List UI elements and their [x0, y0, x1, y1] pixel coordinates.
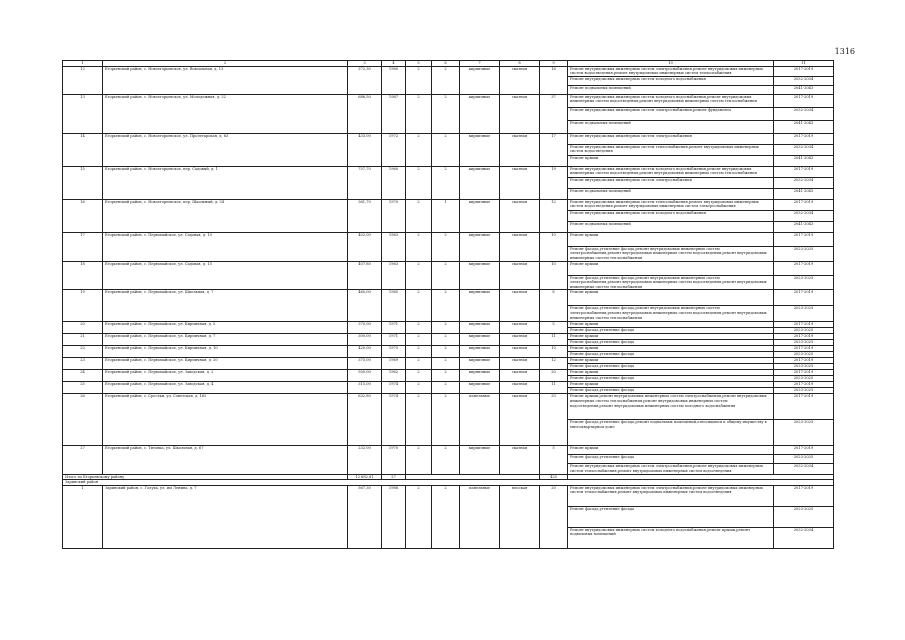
work-period: 2017-2019 — [774, 66, 834, 76]
district-total-label: Итого по Егорьевскому району — [63, 474, 348, 480]
total-area: 433,00 — [348, 133, 382, 166]
work-period: 2017-2019 — [774, 166, 834, 177]
floors-count: 2 — [406, 394, 432, 446]
work-type: Ремонт фасада,утепление фасада — [568, 352, 774, 358]
house-row — [63, 261, 834, 275]
floors-count: 2 — [406, 66, 432, 94]
work-type: Ремонт внутридомовых инженерных систем электроснабжения,ремонт внутридомовых инженерных систем теплоснабжения,ремонт внутридомовых инженерных систем водоотведения — [568, 485, 774, 506]
work-type: Ремонт фасада,утепление фасада — [568, 364, 774, 370]
work-period: 2023-2025 — [774, 455, 834, 464]
house-address: Егорьевский район, с. Первомайское, ул. Кирпичная, д. 10 — [103, 346, 348, 358]
year-built: 1963 — [382, 261, 406, 290]
total-area: 567,30 — [348, 485, 382, 548]
house-address: Егорьевский район, с. Первомайское, ул. Садовая, д. 15 — [103, 261, 348, 290]
total-area: 420,00 — [348, 346, 382, 358]
work-type: Ремонт внутридомовых инженерных систем теплоснабжения,ремонт внутридомовых инженерных систем водоотведения — [568, 144, 774, 155]
entrances-count: 2 — [432, 322, 460, 334]
apartments-count: 11 — [540, 382, 568, 394]
year-built: 1962 — [382, 370, 406, 382]
column-number: 4 — [382, 61, 406, 67]
work-type: Ремонт подвальных помещений — [568, 85, 774, 94]
roof-type: скатная — [500, 232, 540, 261]
row-number: 23 — [63, 358, 103, 370]
house-address: Егорьевский район, с. Первомайское, ул. Кирпичная, д. 7 — [103, 334, 348, 346]
year-built: 1971 — [382, 334, 406, 346]
apartments-count: 10 — [540, 346, 568, 358]
section-title: Заринский район — [63, 480, 834, 486]
row-number: 18 — [63, 261, 103, 290]
house-address: Егорьевский район, с. Первомайское, ул. Школьная, д. 7 — [103, 290, 348, 322]
work-type: Ремонт крыши — [568, 322, 774, 328]
work-period: 2041-2043 — [774, 120, 834, 133]
total-area: 460,00 — [348, 290, 382, 322]
row-number: 1 — [63, 485, 103, 548]
house-address: Егорьевский район, с. Новоегорьевское, ул. Молодежная, д. 22 — [103, 94, 348, 133]
entrances-count: 2 — [432, 290, 460, 322]
total-area: 632,80 — [348, 394, 382, 446]
row-number: 16 — [63, 199, 103, 232]
entrances-count: 2 — [432, 485, 460, 548]
apartments-count: 19 — [540, 166, 568, 199]
wall-material: кирпичные — [460, 133, 500, 166]
house-row — [63, 290, 834, 306]
wall-material: кирпичные — [460, 346, 500, 358]
work-type: Ремонт фасада,утепление фасада,ремонт внутридомовых инженерных систем электроснабжения,ремонт внутридомовых инженерных систем водоотведения,ремонт внутридомовых инженерных систем теплоснабжения — [568, 246, 774, 261]
wall-material: кирпичные — [460, 370, 500, 382]
row-number: 20 — [63, 322, 103, 334]
year-built: 1975 — [382, 346, 406, 358]
work-period: 2017-2019 — [774, 199, 834, 210]
roof-type: плоская — [500, 485, 540, 548]
work-type: Ремонт внутридомовых инженерных систем электроснабжения,ремонт внутридомовых инженерных систем теплоснабжения,ремонт внутридомовых инженерных систем водоотведения — [568, 464, 774, 474]
year-built: 1974 — [382, 382, 406, 394]
wall-material: кирпичные — [460, 382, 500, 394]
floors-count: 2 — [406, 346, 432, 358]
house-address: Егорьевский район, с. Новоегорьевское, ул. Вокзальная, д. 13 — [103, 66, 348, 94]
entrances-count: 2 — [432, 94, 460, 133]
row-number: 12 — [63, 66, 103, 94]
roof-type: скатная — [500, 394, 540, 446]
work-type: Ремонт фасада,утепление фасада — [568, 376, 774, 382]
work-type: Ремонт крыши — [568, 358, 774, 364]
work-period: 2023-2025 — [774, 340, 834, 346]
work-period: 2023-2025 — [774, 388, 834, 394]
row-number: 13 — [63, 94, 103, 133]
house-row — [63, 446, 834, 455]
apartments-count: 12 — [540, 199, 568, 232]
work-type: Ремонт фасада,утепление фасада — [568, 340, 774, 346]
apartments-count: 37 — [540, 94, 568, 133]
year-built: 1971 — [382, 322, 406, 334]
work-period: 2017-2019 — [774, 334, 834, 340]
work-type: Ремонт внутридомовых инженерных систем электроснабжения,ремонт фундамента — [568, 107, 774, 120]
work-period: 2032-2034 — [774, 144, 834, 155]
floors-count: 2 — [406, 334, 432, 346]
work-period: 2023-2025 — [774, 376, 834, 382]
year-built: 1960 — [382, 66, 406, 94]
house-address: Егорьевский район, с. Новоегорьевское, пер. Школьный, д. 34 — [103, 199, 348, 232]
district-total-area: 12 682,81 — [348, 474, 382, 480]
work-period: 2023-2025 — [774, 420, 834, 446]
entrances-count: 2 — [432, 346, 460, 358]
apartments-count: 11 — [540, 334, 568, 346]
district-total-apartments: 425 — [540, 474, 568, 480]
entrances-count: 2 — [432, 334, 460, 346]
house-row — [63, 66, 834, 76]
work-type: Ремонт внутридомовых инженерных систем теплоснабжения,ремонт внутридомовых инженерных систем водоотведения,ремонт внутридомовых инженерных систем электроснабжения — [568, 199, 774, 210]
work-period: 2017-2019 — [774, 370, 834, 376]
year-built: 1960 — [382, 166, 406, 199]
work-period: 2023-2025 — [774, 328, 834, 334]
row-number: 15 — [63, 166, 103, 199]
work-type: Ремонт крыши — [568, 290, 774, 306]
year-built: 1974 — [382, 394, 406, 446]
work-type: Ремонт внутридомовых инженерных систем холодного водоснабжения,ремонт крыши,ремонт подвальных помещений — [568, 527, 774, 548]
work-type: Ремонт крыши — [568, 346, 774, 352]
work-type: Ремонт подвальных помещений — [568, 221, 774, 232]
floors-count: 2 — [406, 232, 432, 261]
work-period: 2017-2019 — [774, 446, 834, 455]
work-period: 2041-2043 — [774, 188, 834, 199]
house-address: Егорьевский район, с. Новоегорьевское, пер. Садовый, д. 1 — [103, 166, 348, 199]
total-area: 757,70 — [348, 166, 382, 199]
work-period: 2017-2019 — [774, 394, 834, 420]
work-type: Ремонт крыши — [568, 382, 774, 388]
house-address: Егорьевский район, с. Новоегорьевское, ул. Пролетарская, д. 63 — [103, 133, 348, 166]
row-number: 24 — [63, 370, 103, 382]
apartments-count: 20 — [540, 485, 568, 548]
entrances-count: 2 — [432, 232, 460, 261]
roof-type: скатная — [500, 358, 540, 370]
apartments-count: 8 — [540, 290, 568, 322]
work-period: 2017-2019 — [774, 382, 834, 388]
entrances-count: 2 — [432, 370, 460, 382]
work-type: Ремонт фасада,утепление фасада — [568, 388, 774, 394]
wall-material: панельные — [460, 485, 500, 548]
floors-count: 2 — [406, 199, 432, 232]
wall-material: кирпичные — [460, 94, 500, 133]
work-period: 2023-2025 — [774, 364, 834, 370]
work-period: 2017-2019 — [774, 485, 834, 506]
floors-count: 2 — [406, 382, 432, 394]
year-built: 1988 — [382, 485, 406, 548]
entrances-count: 2 — [432, 166, 460, 199]
roof-type: скатная — [500, 133, 540, 166]
work-period: 2017-2019 — [774, 358, 834, 364]
house-address: Заринский район, с. Голуха, ул. им Ленина, д. 7 — [103, 485, 348, 548]
roof-type: скатная — [500, 290, 540, 322]
entrances-count: 2 — [432, 358, 460, 370]
wall-material: кирпичные — [460, 166, 500, 199]
total-area: 407,80 — [348, 261, 382, 290]
floors-count: 2 — [406, 290, 432, 322]
apartments-count: 33 — [540, 394, 568, 446]
roof-type: скатная — [500, 166, 540, 199]
total-area: 375,00 — [348, 358, 382, 370]
row-number: 22 — [63, 346, 103, 358]
total-area: 500,00 — [348, 370, 382, 382]
house-row — [63, 94, 834, 107]
work-period: 2017-2019 — [774, 290, 834, 306]
column-number: 2 — [103, 61, 348, 67]
column-number: 6 — [432, 61, 460, 67]
work-period: 2023-2025 — [774, 352, 834, 358]
wall-material: кирпичные — [460, 261, 500, 290]
floors-count: 2 — [406, 94, 432, 133]
work-type: Ремонт крыши — [568, 261, 774, 275]
wall-material: кирпичные — [460, 358, 500, 370]
total-area: 402,00 — [348, 232, 382, 261]
entrances-count: 2 — [432, 394, 460, 446]
work-period: 2041-2043 — [774, 155, 834, 166]
entrances-count: 2 — [432, 382, 460, 394]
district-total-houses: 27 — [382, 474, 406, 480]
wall-material: кирпичные — [460, 334, 500, 346]
work-period: 2017-2019 — [774, 232, 834, 246]
year-built: 1970 — [382, 199, 406, 232]
house-address: Егорьевский район, с. Первомайское, ул. Садовая, д. 10 — [103, 232, 348, 261]
work-period: 2032-2034 — [774, 464, 834, 474]
house-address: Егорьевский район, с. Титовка, ул. Школьная, д. 67 — [103, 446, 348, 474]
work-period: 2017-2019 — [774, 346, 834, 352]
work-period: 2023-2025 — [774, 246, 834, 261]
work-type: Ремонт фасада,утепление фасада,ремонт подвальных помещений,относящихся к общему имуществу в многоквартирном доме — [568, 420, 774, 446]
roof-type: скатная — [500, 66, 540, 94]
total-area: 361,70 — [348, 199, 382, 232]
house-address: Егорьевский район, с. Первомайское, ул. Заводская, д. 2 — [103, 370, 348, 382]
wall-material: кирпичные — [460, 232, 500, 261]
column-number: 5 — [406, 61, 432, 67]
work-type: Ремонт внутридомовых инженерных систем холодного водоснабжения,ремонт внутридомовых инженерных систем водоотведения,ремонт внутридомовых инженерных систем теплоснабжения — [568, 166, 774, 177]
work-type: Ремонт подвальных помещений — [568, 120, 774, 133]
column-number: 3 — [348, 61, 382, 67]
wall-material: панельные — [460, 394, 500, 446]
work-type: Ремонт внутридомовых инженерных систем электроснабжения — [568, 133, 774, 144]
year-built: 1963 — [382, 232, 406, 261]
section-house-row — [63, 485, 834, 506]
work-period: 2032-2034 — [774, 210, 834, 221]
wall-material: кирпичные — [460, 66, 500, 94]
year-built: 1987 — [382, 94, 406, 133]
house-address: Егорьевский район, с. Сростки, ул. Советская, д. 162 — [103, 394, 348, 446]
work-period: 2032-2034 — [774, 527, 834, 548]
row-number: 17 — [63, 232, 103, 261]
floors-count: 2 — [406, 485, 432, 548]
entrances-count: 2 — [432, 133, 460, 166]
column-number: 9 — [540, 61, 568, 67]
work-type: Ремонт фасада,утепление фасада — [568, 328, 774, 334]
column-number: 11 — [774, 61, 834, 67]
row-number: 26 — [63, 394, 103, 446]
roof-type: скатная — [500, 334, 540, 346]
work-type: Ремонт внутридомовых инженерных систем холодного водоснабжения,ремонт внутридомовых инженерных систем водоотведения,ремонт внутридомовых инженерных систем теплоснабжения — [568, 94, 774, 107]
house-row — [63, 232, 834, 246]
work-type: Ремонт крыши,ремонт внутридомовых инженерных систем электроснабжения,ремонт внутридомовых инженерных систем теплоснабжения,ремонт внутридомовых инженерных систем водоотведения,ремонт внутридомовых инженерных систем холодного водоснабжения — [568, 394, 774, 420]
apartments-count: 16 — [540, 66, 568, 94]
work-type: Ремонт внутридомовых инженерных систем электроснабжения,ремонт внутридомовых инженерных систем водоотведения,ремонт внутридомовых инженерных систем теплоснабжения — [568, 66, 774, 76]
row-number: 14 — [63, 133, 103, 166]
work-period: 2023-2025 — [774, 506, 834, 527]
work-period: 2023-2025 — [774, 306, 834, 322]
floors-count: 2 — [406, 370, 432, 382]
floors-count: 2 — [406, 358, 432, 370]
year-built: 1965 — [382, 290, 406, 322]
apartments-count: 10 — [540, 261, 568, 290]
work-period: 2017-2019 — [774, 261, 834, 275]
roof-type: скатная — [500, 382, 540, 394]
column-number: 1 — [63, 61, 103, 67]
house-row — [63, 199, 834, 210]
roof-type: скатная — [500, 346, 540, 358]
housing-registry-table — [62, 60, 834, 549]
total-area: 686,50 — [348, 94, 382, 133]
row-number: 19 — [63, 290, 103, 322]
roof-type: скатная — [500, 322, 540, 334]
floors-count: 2 — [406, 261, 432, 290]
column-number: 10 — [568, 61, 774, 67]
year-built: 1969 — [382, 358, 406, 370]
wall-material: кирпичные — [460, 322, 500, 334]
house-row — [63, 133, 834, 144]
year-built: 1972 — [382, 133, 406, 166]
work-type: Ремонт крыши — [568, 334, 774, 340]
total-area: 232,00 — [348, 446, 382, 474]
year-built: 1970 — [382, 446, 406, 474]
page-number: 1316 — [834, 47, 855, 56]
work-type: Ремонт крыши — [568, 446, 774, 455]
work-period: 2032-2034 — [774, 107, 834, 120]
roof-type: скатная — [500, 261, 540, 290]
wall-material: кирпичные — [460, 199, 500, 232]
total-area: 370,00 — [348, 322, 382, 334]
house-address: Егорьевский район, с. Первомайское, ул. Кирпичная, д. 20 — [103, 358, 348, 370]
floors-count: 2 — [406, 166, 432, 199]
work-type: Ремонт фасада,утепление фасада,ремонт внутридомовых инженерных систем электроснабжения,ремонт внутридомовых инженерных систем водоотведения,ремонт внутридомовых инженерных систем теплоснабжения — [568, 306, 774, 322]
roof-type: скатная — [500, 94, 540, 133]
floors-count: 2 — [406, 133, 432, 166]
work-period: 2017-2019 — [774, 133, 834, 144]
wall-material: кирпичные — [460, 446, 500, 474]
house-row — [63, 394, 834, 420]
work-period: 2032-2034 — [774, 177, 834, 188]
apartments-count: 5 — [540, 446, 568, 474]
entrances-count: 2 — [432, 66, 460, 94]
row-number: 25 — [63, 382, 103, 394]
entrances-count: 1 — [432, 199, 460, 232]
work-period: 2041-2043 — [774, 221, 834, 232]
work-period: 2017-2019 — [774, 322, 834, 328]
entrances-count: 2 — [432, 261, 460, 290]
column-number: 8 — [500, 61, 540, 67]
house-row — [63, 166, 834, 177]
work-period: 2041-2043 — [774, 85, 834, 94]
work-period: 2023-2025 — [774, 275, 834, 290]
work-type: Ремонт внутридомовых инженерных систем электроснабжения — [568, 177, 774, 188]
work-type: Ремонт фасада,утепление фасада — [568, 455, 774, 464]
work-type: Ремонт крыши — [568, 155, 774, 166]
total-area: 372,30 — [348, 66, 382, 94]
house-address: Егорьевский район, с. Первомайское, ул. Кирпичная, д. 5 — [103, 322, 348, 334]
work-type: Ремонт фасада,утепление фасада — [568, 506, 774, 527]
work-type: Ремонт подвальных помещений — [568, 188, 774, 199]
work-type: Ремонт крыши — [568, 232, 774, 246]
apartments-count: 10 — [540, 232, 568, 261]
wall-material: кирпичные — [460, 290, 500, 322]
work-type: Ремонт внутридомовых инженерных систем холодного водоснабжения — [568, 76, 774, 85]
entrances-count: 2 — [432, 446, 460, 474]
work-type: Ремонт крыши — [568, 370, 774, 376]
work-type: Ремонт фасада,утепление фасада,ремонт внутридомовых инженерных систем электроснабжения,ремонт внутридомовых инженерных систем водоотведения,ремонт внутридомовых инженерных систем теплоснабжения — [568, 275, 774, 290]
house-address: Егорьевский район, с. Первомайское, ул. Заводская, д. 4 — [103, 382, 348, 394]
registry-body — [63, 66, 834, 548]
row-number: 21 — [63, 334, 103, 346]
row-number: 27 — [63, 446, 103, 474]
column-number: 7 — [460, 61, 500, 67]
apartments-count: 20 — [540, 370, 568, 382]
total-area: 300,00 — [348, 334, 382, 346]
apartments-count: 17 — [540, 133, 568, 166]
roof-type: скатная — [500, 199, 540, 232]
roof-type: скатная — [500, 446, 540, 474]
work-period: 2032-2034 — [774, 76, 834, 85]
work-type: Ремонт внутридомовых инженерных систем холодного водоснабжения — [568, 210, 774, 221]
apartments-count: 12 — [540, 358, 568, 370]
floors-count: 2 — [406, 446, 432, 474]
roof-type: скатная — [500, 370, 540, 382]
work-period: 2017-2019 — [774, 94, 834, 107]
floors-count: 2 — [406, 322, 432, 334]
apartments-count: 5 — [540, 322, 568, 334]
total-area: 315,00 — [348, 382, 382, 394]
